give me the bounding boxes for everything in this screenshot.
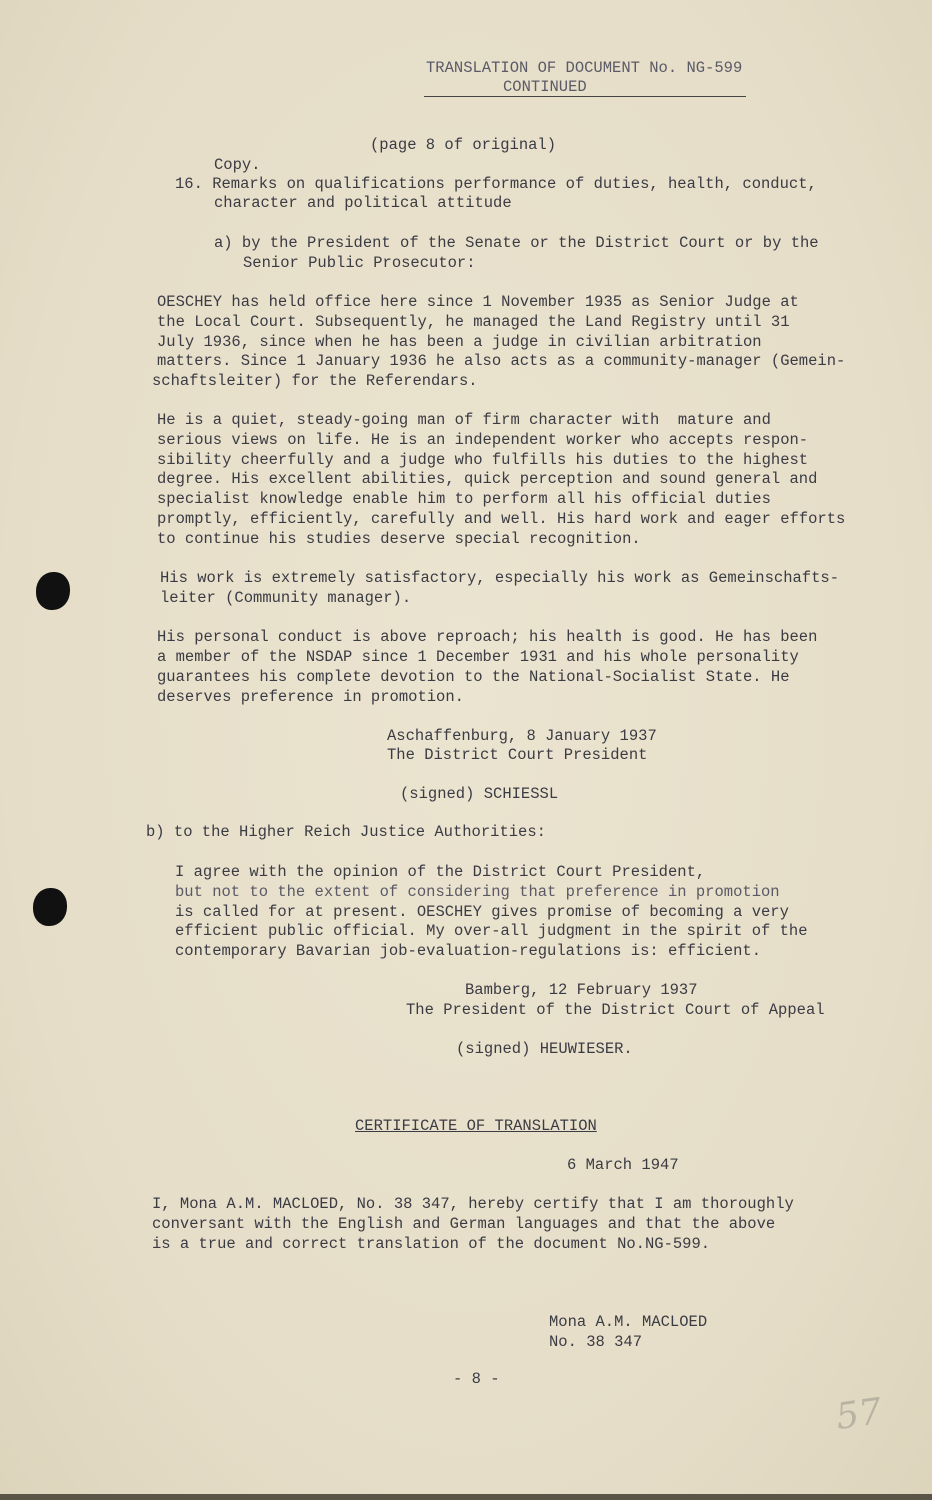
signature-a-title: The District Court President — [387, 746, 648, 764]
translator-name: Mona A.M. MACLOED — [549, 1313, 708, 1331]
para2-line: sibility cheerfully and a judge who fulfills his duties to the highest — [157, 451, 809, 469]
header-underline — [424, 96, 746, 97]
copy-label: Copy. — [214, 156, 261, 174]
para2-line: He is a quiet, steady-going man of firm character with mature and — [157, 411, 771, 429]
signature-b-signed: (signed) HEUWIESER. — [456, 1040, 633, 1058]
certificate-body-line: I, Mona A.M. MACLOED, No. 38 347, hereby certify that I am thoroughly — [152, 1195, 794, 1213]
para1-line: July 1936, since when he has been a judge in civilian arbitration — [157, 333, 762, 351]
para5-line: I agree with the opinion of the District Court President, — [175, 863, 706, 881]
para2-line: serious views on life. He is an independent worker who accepts respon- — [157, 431, 809, 449]
page-bottom-edge — [0, 1494, 932, 1500]
para2-line: specialist knowledge enable him to perform all his official duties — [157, 490, 771, 508]
para1-line: matters. Since 1 January 1936 he also acts as a community-manager (Gemein- — [157, 352, 846, 370]
signature-b-title: The President of the District Court of Appeal — [406, 1001, 825, 1019]
para1-line: OESCHEY has held office here since 1 November 1935 as Senior Judge at — [157, 293, 799, 311]
para5-line: but not to the extent of considering that preference in promotion — [175, 883, 780, 901]
section-a-line2: Senior Public Prosecutor: — [243, 254, 476, 272]
page-reference: (page 8 of original) — [370, 136, 557, 154]
para1-line: the Local Court. Subsequently, he managed the Land Registry until 31 — [157, 313, 790, 331]
para5-line: is called for at present. OESCHEY gives promise of becoming a very — [175, 903, 789, 921]
header-title: TRANSLATION OF DOCUMENT No. NG-599 — [426, 59, 743, 77]
header-continued: CONTINUED — [503, 78, 587, 96]
para4-line: His personal conduct is above reproach; his health is good. He has been — [157, 628, 818, 646]
section-a-line1: a) by the President of the Senate or the District Court or by the — [214, 234, 819, 252]
certificate-body-line: is a true and correct translation of the document No.NG-599. — [152, 1235, 711, 1253]
item16-line1: 16. Remarks on qualifications performance of duties, health, conduct, — [175, 175, 817, 193]
para5-line: contemporary Bavarian job-evaluation-regulations is: efficient. — [175, 942, 761, 960]
para4-line: guarantees his complete devotion to the National-Socialist State. He — [157, 668, 790, 686]
certificate-body-line: conversant with the English and German languages and that the above — [152, 1215, 776, 1233]
signature-a-signed: (signed) SCHIESSL — [400, 785, 559, 803]
signature-b-place-date: Bamberg, 12 February 1937 — [465, 981, 698, 999]
para3-line: leiter (Community manager). — [160, 589, 412, 607]
para2-line: promptly, efficiently, carefully and well. His hard work and eager efforts — [157, 510, 846, 528]
punch-hole-icon — [33, 888, 67, 926]
page-number: - 8 - — [453, 1370, 500, 1388]
para3-line: His work is extremely satisfactory, especially his work as Gemeinschafts- — [160, 569, 840, 587]
certificate-date: 6 March 1947 — [567, 1156, 679, 1174]
handwritten-page-mark: 57 — [833, 1391, 885, 1438]
certificate-title: CERTIFICATE OF TRANSLATION — [355, 1117, 597, 1135]
para5-line: efficient public official. My over-all judgment in the spirit of the — [175, 922, 808, 940]
para2-line: degree. His excellent abilities, quick perception and sound general and — [157, 470, 818, 488]
para2-line: to continue his studies deserve special recognition. — [157, 530, 641, 548]
para4-line: deserves preference in promotion. — [157, 688, 464, 706]
para1-line: schaftsleiter) for the Referendars. — [152, 372, 478, 390]
signature-a-place-date: Aschaffenburg, 8 January 1937 — [387, 727, 657, 745]
item16-line2: character and political attitude — [214, 194, 512, 212]
punch-hole-icon — [36, 572, 70, 610]
translator-number: No. 38 347 — [549, 1333, 643, 1351]
para4-line: a member of the NSDAP since 1 December 1931 and his whole personality — [157, 648, 799, 666]
section-b-heading: b) to the Higher Reich Justice Authorities: — [146, 823, 546, 841]
